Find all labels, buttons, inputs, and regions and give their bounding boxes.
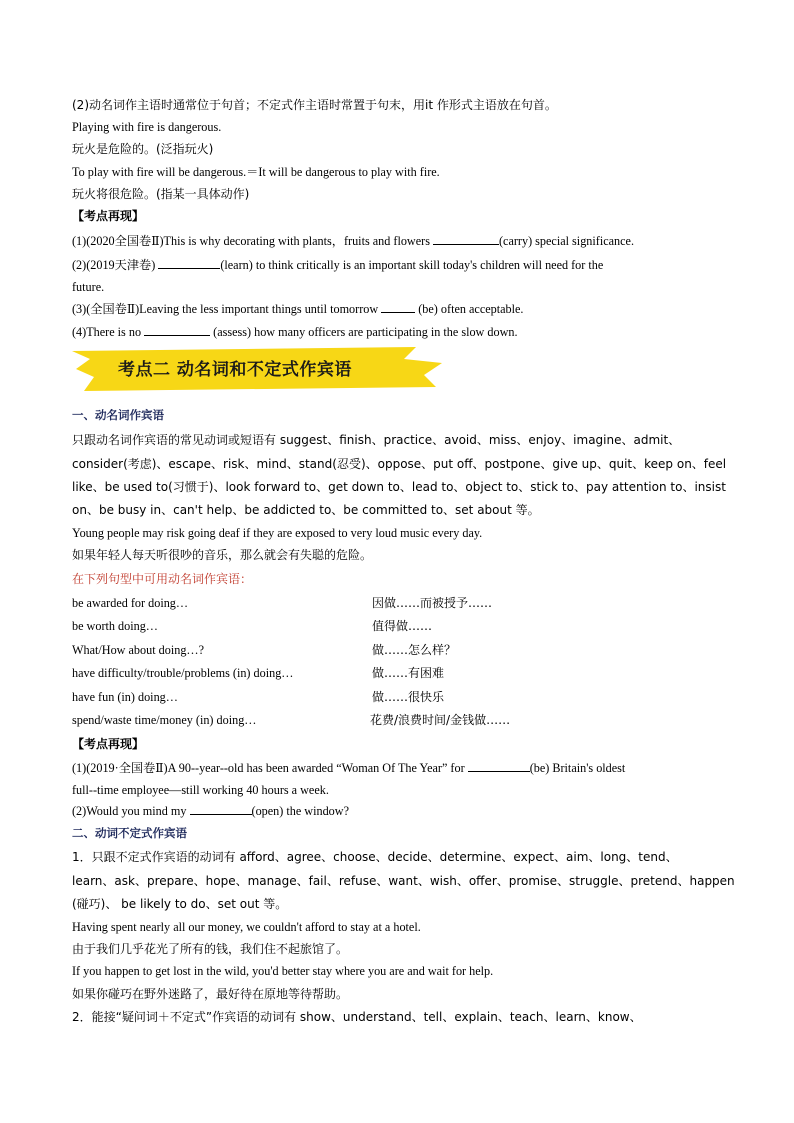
example-sentence: Playing with fire is dangerous. bbox=[72, 120, 222, 134]
text-line: (碰巧)、 be likely to do、set out 等。 bbox=[72, 897, 288, 911]
exercise-question-2 bbox=[72, 257, 732, 273]
question-text: (4)There is no bbox=[72, 325, 145, 339]
pattern-english: have fun (in) doing… bbox=[72, 690, 178, 704]
pattern-row bbox=[72, 618, 732, 634]
answer-blank[interactable] bbox=[158, 257, 220, 269]
text-line: on、be busy in、can't help、be addicted to、be committed to、set about 等。 bbox=[72, 503, 540, 517]
pattern-row bbox=[72, 595, 732, 611]
banner-title: 考点二 动名词和不定式作宾语 bbox=[118, 360, 352, 380]
section-heading: 一、动名词作宾语 bbox=[72, 408, 164, 422]
pattern-chinese: 做……有困难 bbox=[372, 666, 445, 680]
section-banner bbox=[72, 347, 442, 391]
answer-blank[interactable] bbox=[433, 233, 499, 245]
question-text: (open) the window? bbox=[251, 804, 349, 818]
pattern-row bbox=[72, 712, 732, 728]
text-line: 只跟动名词作宾语的常见动词或短语有 suggest、finish、practice、avoid、miss、enjoy、imagine、admit、 bbox=[72, 433, 681, 447]
exercise-question-1 bbox=[72, 760, 732, 776]
question-text: (2)(2019天津卷) bbox=[72, 258, 159, 272]
pattern-chinese: 因做……而被授予…… bbox=[372, 596, 493, 610]
exam-heading: 【考点再现】 bbox=[72, 209, 145, 223]
highlight-line: 在下列句型中可用动名词作宾语： bbox=[72, 572, 253, 586]
example-sentence: If you happen to get lost in the wild, you'd better stay where you are and wait for help. bbox=[72, 964, 494, 978]
pattern-english: be awarded for doing… bbox=[72, 596, 189, 610]
text-line: (2)动名词作主语时通常位于句首；不定式作主语时常置于句末，用it 作形式主语放在句首。 bbox=[72, 98, 557, 112]
pattern-english: What/How about doing…? bbox=[72, 643, 205, 657]
example-translation: 如果你碰巧在野外迷路了，最好待在原地等待帮助。 bbox=[72, 987, 349, 1001]
question-text: (3)(全国卷Ⅱ)Leaving the less important things until tomorrow bbox=[72, 302, 382, 316]
exam-heading: 【考点再现】 bbox=[72, 737, 145, 751]
example-translation: 如果年轻人每天听很吵的音乐，那么就会有失聪的危险。 bbox=[72, 548, 373, 562]
text-line: learn、ask、prepare、hope、manage、fail、refuse、want、wish、offer、promise、struggle、pretend、happen bbox=[72, 874, 735, 888]
question-text: (1)(2020全国卷Ⅱ)This is why decorating with plants，fruits and flowers bbox=[72, 234, 433, 248]
exercise-question-1 bbox=[72, 233, 732, 249]
exercise-question-3 bbox=[72, 301, 732, 317]
pattern-english: be worth doing… bbox=[72, 619, 158, 633]
question-text: (be) Britain's oldest bbox=[529, 761, 626, 775]
question-text: (2)Would you mind my bbox=[72, 804, 190, 818]
answer-blank[interactable] bbox=[381, 301, 415, 313]
text-line: like、be used to(习惯于)、look forward to、get down to、lead to、object to、stick to、pay attention to、insist bbox=[72, 480, 726, 494]
exercise-question-2 bbox=[72, 803, 732, 819]
pattern-chinese: 花费/浪费时间/金钱做…… bbox=[370, 713, 511, 727]
text-line: 1．只跟不定式作宾语的动词有 afford、agree、choose、decide、determine、expect、aim、long、tend、 bbox=[72, 850, 678, 864]
example-translation: 玩火将很危险。(指某一具体动作) bbox=[72, 187, 250, 201]
question-text: (be) often acceptable. bbox=[415, 302, 524, 316]
pattern-chinese: 做……很快乐 bbox=[372, 690, 445, 704]
question-text: (learn) to think critically is an important skill today's children will need for the bbox=[220, 258, 604, 272]
example-sentence: Young people may risk going deaf if they are exposed to very loud music every day. bbox=[72, 526, 483, 540]
question-text: (1)(2019·全国卷Ⅱ)A 90--year--old has been awarded “Woman Of The Year” for bbox=[72, 761, 468, 775]
example-translation: 由于我们几乎花光了所有的钱，我们住不起旅馆了。 bbox=[72, 942, 349, 956]
question-text: (carry) special significance. bbox=[498, 234, 634, 248]
pattern-row bbox=[72, 665, 732, 681]
pattern-chinese: 做……怎么样？ bbox=[372, 643, 457, 657]
text-line: 2．能接“疑问词＋不定式”作宾语的动词有 show、understand、tell、explain、teach、learn、know、 bbox=[72, 1010, 642, 1024]
text-line: consider(考虑)、escape、risk、mind、stand(忍受)、oppose、put off、postpone、give up、quit、keep on、feel bbox=[72, 457, 727, 471]
example-translation: 玩火是危险的。(泛指玩火) bbox=[72, 142, 214, 156]
example-sentence: To play with fire will be dangerous.＝It will be dangerous to play with fire. bbox=[72, 165, 440, 179]
answer-blank[interactable] bbox=[144, 324, 210, 336]
pattern-english: have difficulty/trouble/problems (in) doing… bbox=[72, 666, 294, 680]
example-sentence: Having spent nearly all our money, we couldn't afford to stay at a hotel. bbox=[72, 920, 421, 934]
answer-blank[interactable] bbox=[190, 803, 252, 815]
pattern-english: spend/waste time/money (in) doing… bbox=[72, 713, 257, 727]
pattern-chinese: 值得做…… bbox=[372, 619, 433, 633]
question-text: (assess) how many officers are participating in the slow down. bbox=[210, 325, 518, 339]
pattern-row bbox=[72, 689, 732, 705]
answer-blank[interactable] bbox=[468, 760, 530, 772]
section-heading: 二、动词不定式作宾语 bbox=[72, 826, 187, 840]
question-continuation: full--time employee—still working 40 hours a week. bbox=[72, 783, 329, 797]
question-continuation: future. bbox=[72, 280, 105, 294]
pattern-row bbox=[72, 642, 732, 658]
exercise-question-4 bbox=[72, 324, 732, 340]
